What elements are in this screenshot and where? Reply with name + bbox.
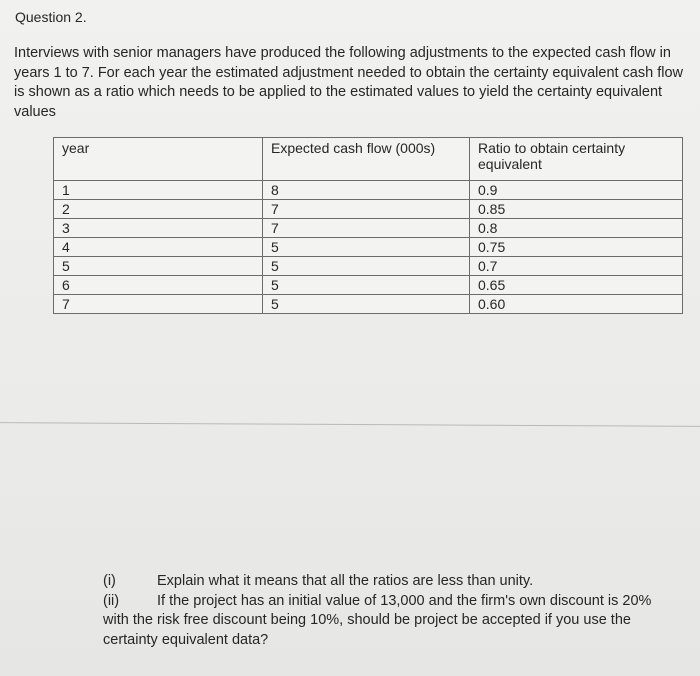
year-cell: 5 — [54, 257, 263, 276]
table-header-row — [54, 138, 683, 181]
header-expected-cash-flow: Expected cash flow (000s) — [263, 138, 470, 181]
ratio-cell: 0.7 — [470, 257, 683, 276]
cash-flow-cell: 7 — [263, 200, 470, 219]
header-year: year — [54, 138, 263, 181]
cash-flow-cell: 8 — [263, 181, 470, 200]
cash-flow-cell: 7 — [263, 219, 470, 238]
cash-flow-cell: 5 — [263, 276, 470, 295]
year-cell: 3 — [54, 219, 263, 238]
year-cell: 1 — [54, 181, 263, 200]
sub-question-ii — [103, 592, 683, 612]
ratio-cell: 0.75 — [470, 238, 683, 257]
sub-question-text: If the project has an initial value of 13,000 and the firm's own discount is 20% — [157, 592, 652, 609]
page-divider — [0, 422, 700, 427]
cash-flow-cell: 5 — [263, 238, 470, 257]
year-cell: 2 — [54, 200, 263, 219]
sub-questions — [103, 572, 683, 650]
sub-question-text: Explain what it means that all the ratios are less than unity. — [157, 573, 534, 589]
table-row — [54, 257, 683, 276]
sub-question-number: (ii) — [103, 592, 120, 609]
year-cell: 6 — [54, 276, 263, 295]
year-cell: 7 — [54, 295, 263, 314]
ratio-cell: 0.9 — [470, 181, 683, 200]
cash-flow-cell: 5 — [263, 257, 470, 276]
cash-flow-cell: 5 — [263, 295, 470, 314]
table-row — [54, 238, 683, 257]
table-row — [54, 200, 683, 219]
sub-question-i — [103, 572, 683, 592]
sub-question-continuation: with the risk free discount being 10%, should be project be accepted if you use the certainty equivalent data? — [103, 612, 631, 648]
ratio-cell: 0.8 — [470, 219, 683, 238]
ratio-cell: 0.65 — [470, 276, 683, 295]
sub-question-number: (i) — [103, 573, 116, 589]
table-row — [54, 219, 683, 238]
year-cell: 4 — [54, 238, 263, 257]
ratio-cell: 0.60 — [470, 295, 683, 314]
cash-flow-table — [53, 137, 683, 314]
table-row — [54, 295, 683, 314]
intro-paragraph: Interviews with senior managers have produced the following adjustments to the expected cash flow in years 1 to 7. For each year the estimated adjustment needed to obtain the certainty equivalent cash flow is shown as a ratio which needs to be applied to the estimated values to yield the certainty equivalent values — [14, 45, 684, 120]
header-ratio: Ratio to obtain certainty equivalent — [470, 138, 683, 181]
question-title: Question 2. — [15, 9, 87, 25]
table-row — [54, 181, 683, 200]
table-row — [54, 276, 683, 295]
ratio-cell: 0.85 — [470, 200, 683, 219]
